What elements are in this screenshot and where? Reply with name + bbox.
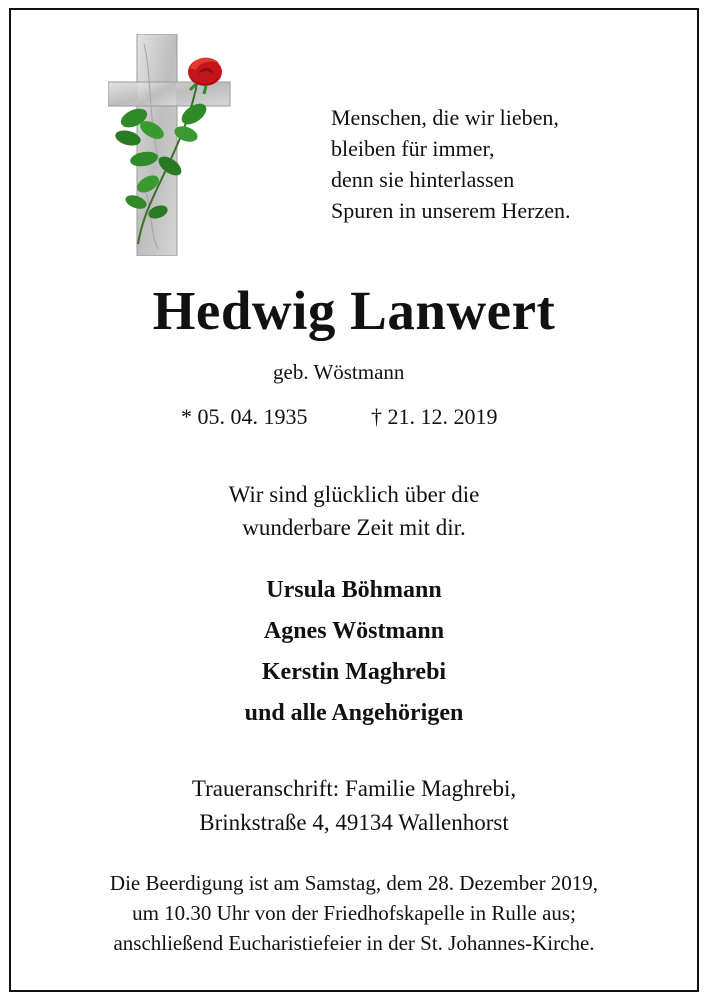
quote-line: bleiben für immer, bbox=[331, 136, 495, 161]
funeral-line: um 10.30 Uhr von der Friedhofskapelle in Rulle aus; bbox=[132, 901, 576, 925]
quote-line: denn sie hinterlassen bbox=[331, 167, 515, 192]
mourner-name: Kerstin Maghrebi bbox=[261, 659, 447, 685]
birth-name: geb. Wöstmann bbox=[273, 360, 405, 384]
mourners-list bbox=[0, 570, 708, 734]
address-line: Traueranschrift: Familie Maghrebi, bbox=[191, 776, 517, 801]
death-date: † 21. 12. 2019 bbox=[371, 404, 498, 429]
quote-line: Spuren in unserem Herzen. bbox=[331, 198, 571, 223]
mourning-address bbox=[0, 772, 708, 840]
birth-date: * 05. 04. 1935 bbox=[181, 404, 308, 429]
funeral-line: anschließend Eucharistiefeier in der St. Johannes-Kirche. bbox=[113, 931, 595, 955]
quote-line: Menschen, die wir lieben, bbox=[331, 105, 559, 130]
address-line: Brinkstraße 4, 49134 Wallenhorst bbox=[199, 810, 509, 835]
funeral-details bbox=[0, 868, 708, 958]
mourner-name: Agnes Wöstmann bbox=[263, 618, 445, 644]
cross-with-rose-icon bbox=[108, 34, 238, 256]
funeral-line: Die Beerdigung ist am Samstag, dem 28. Dezember 2019, bbox=[109, 871, 599, 895]
message-line: wunderbare Zeit mit dir. bbox=[242, 515, 466, 540]
deceased-name: Hedwig Lanwert bbox=[152, 280, 556, 341]
message-line: Wir sind glücklich über die bbox=[228, 482, 480, 507]
mourner-name: Ursula Böhmann bbox=[266, 577, 442, 603]
farewell-message bbox=[0, 478, 708, 544]
mourner-name: und alle Angehörigen bbox=[244, 700, 464, 726]
memorial-quote bbox=[331, 102, 651, 226]
